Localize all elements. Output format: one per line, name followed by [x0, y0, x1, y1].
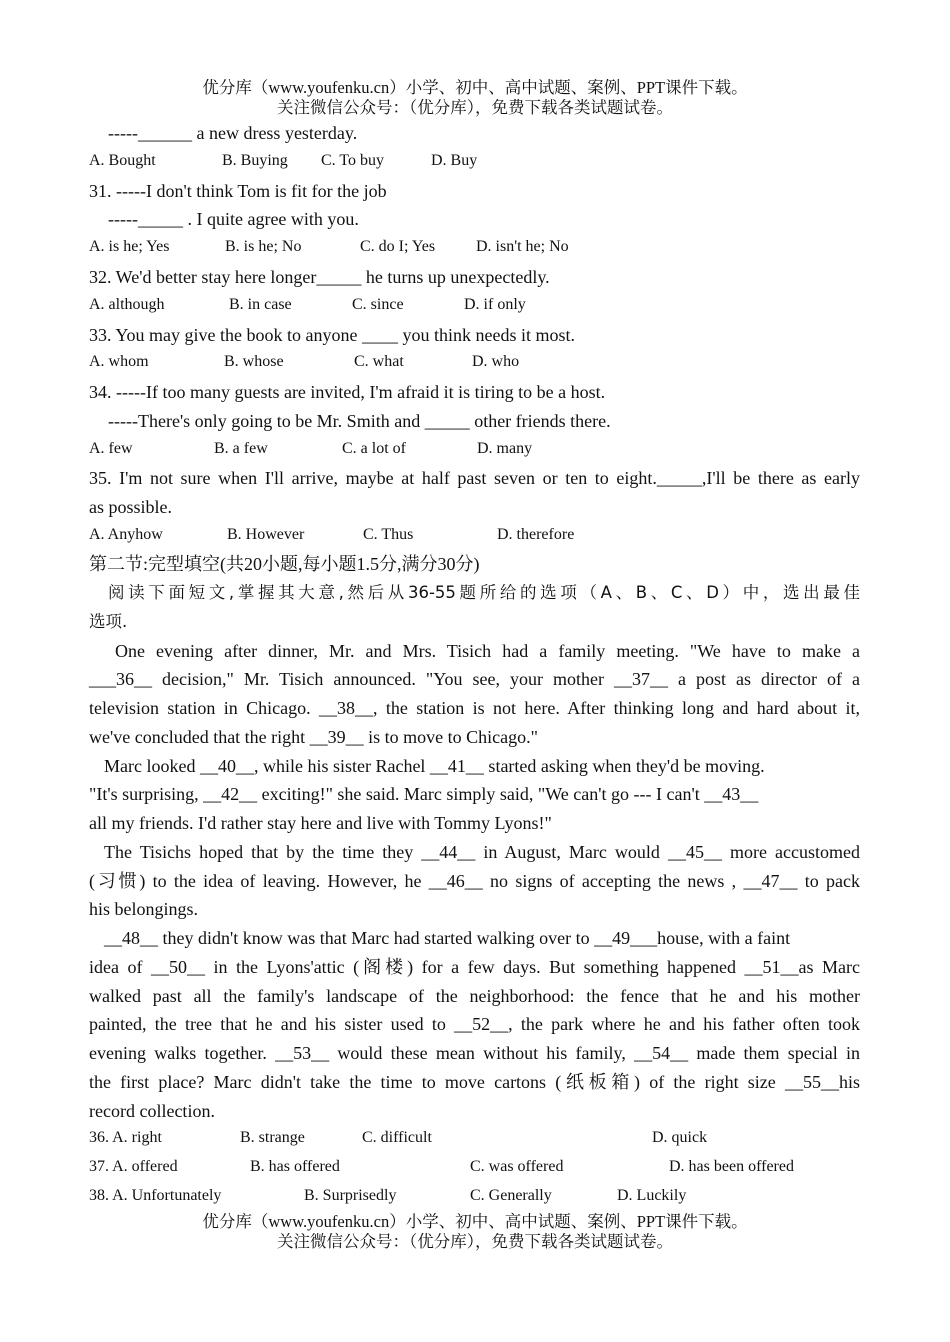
q37-options: [0, 1158, 950, 1178]
q32-options: [0, 296, 950, 316]
q37-option-c: C. was offered: [470, 1158, 564, 1175]
q30-options: [0, 152, 950, 172]
section-2-instruction-line-1: 阅读下面短文,掌握其大意,然后从36-55题所给的选项（A、B、C、D）中，选出最佳: [108, 583, 860, 602]
q32-option-a: A. although: [89, 296, 165, 313]
q33-option-a: A. whom: [89, 353, 149, 370]
q31-option-d: D. isn't he; No: [476, 238, 569, 255]
page-header-line-2: 关注微信公众号：（优分库），免费下载各类试题试卷。: [277, 98, 673, 117]
q35-option-b: B. However: [227, 526, 305, 543]
passage-line-6: "It's surprising, __42__ exciting!" she said. Marc simply said, "We can't go --- I can't __43__: [89, 784, 759, 804]
q31-option-b: B. is he; No: [225, 238, 302, 255]
q36-option-a: 36. A. right: [89, 1129, 162, 1146]
q36-option-d: D. quick: [652, 1129, 708, 1146]
q38-option-d: D. Luckily: [617, 1187, 687, 1204]
q31-options: [0, 238, 950, 258]
q37-option-a: 37. A. offered: [89, 1158, 178, 1175]
q33-option-b: B. whose: [224, 353, 284, 370]
passage-line-12: idea of __50__ in the Lyons'attic (阁楼) for a few days. But something happened __51__as Marc: [89, 957, 860, 977]
passage-line-15: evening walks together. __53__ would these mean without his family, __54__ made them special in: [89, 1043, 860, 1063]
q32-line-1: 32. We'd better stay here longer_____ he turns up unexpectedly.: [89, 267, 550, 287]
q34-option-c: C. a lot of: [342, 440, 406, 457]
q34-option-d: D. many: [477, 440, 533, 457]
q35-line-1: 35. I'm not sure when I'll arrive, maybe at half past seven or ten to eight._____,I'll be there as early: [89, 468, 860, 488]
q33-line-1: 33. You may give the book to anyone ____ you think needs it most.: [89, 325, 575, 345]
q31-option-a: A. is he; Yes: [89, 238, 170, 255]
passage-line-16: the first place? Marc didn't take the time to move cartons (纸板箱) of the right size __55__his: [89, 1072, 860, 1092]
q31-line-2: -----_____ . I quite agree with you.: [108, 209, 359, 229]
q36-option-c: C. difficult: [362, 1129, 432, 1146]
q33-options: [0, 353, 950, 373]
passage-line-5: Marc looked __40__, while his sister Rachel __41__ started asking when they'd be moving.: [104, 756, 765, 776]
q38-option-b: B. Surprisedly: [304, 1187, 397, 1204]
q34-option-a: A. few: [89, 440, 133, 457]
passage-line-2: ___36__ decision," Mr. Tisich announced. "You see, your mother __37__ a post as director of a: [89, 669, 860, 689]
q30-dialog-line: -----______ a new dress yesterday.: [108, 123, 358, 143]
passage-line-1: One evening after dinner, Mr. and Mrs. Tisich had a family meeting. "We have to make a: [115, 641, 860, 661]
passage-line-13: walked past all the family's landscape of the neighborhood: the fence that he and his mother: [89, 986, 860, 1006]
passage-line-10: his belongings.: [89, 899, 199, 919]
q35-option-a: A. Anyhow: [89, 526, 163, 543]
q32-option-d: D. if only: [464, 296, 526, 313]
q31-option-c: C. do I; Yes: [360, 238, 436, 255]
passage-line-3: television station in Chicago. __38__, the station is not here. After thinking long and hard about it,: [89, 698, 860, 718]
q30-option-d: D. Buy: [431, 152, 478, 169]
page-footer-line-2: 关注微信公众号：（优分库），免费下载各类试题试卷。: [277, 1232, 673, 1251]
q31-line-1: 31. -----I don't think Tom is fit for the job: [89, 181, 387, 201]
passage-line-8: The Tisichs hoped that by the time they __44__ in August, Marc would __45__ more accustomed: [104, 842, 860, 862]
passage-line-9: (习惯) to the idea of leaving. However, he __46__ no signs of accepting the news , __47__ to pack: [89, 871, 860, 891]
q32-option-b: B. in case: [229, 296, 292, 313]
q35-line-2: as possible.: [89, 497, 172, 517]
q34-options: [0, 440, 950, 460]
passage-line-17: record collection.: [89, 1101, 215, 1121]
section-2-instruction-line-2: 选项.: [89, 612, 128, 631]
passage-line-11: __48__ they didn't know was that Marc had started walking over to __49___house, with a faint: [104, 928, 791, 948]
passage-line-14: painted, the tree that he and his sister used to __52__, the park where he and his father often took: [89, 1014, 860, 1034]
q33-option-d: D. who: [472, 353, 520, 370]
q35-option-c: C. Thus: [363, 526, 414, 543]
q34-option-b: B. a few: [214, 440, 268, 457]
passage-line-7: all my friends. I'd rather stay here and live with Tommy Lyons!": [89, 813, 552, 833]
q37-option-b: B. has offered: [250, 1158, 340, 1175]
q34-line-2: -----There's only going to be Mr. Smith and _____ other friends there.: [108, 411, 611, 431]
page-header-line-1: 优分库（www.youfenku.cn）小学、初中、高中试题、案例、PPT课件下载。: [202, 78, 748, 97]
q35-options: [0, 526, 950, 546]
section-2-title: 第二节:完型填空(共20小题,每小题1.5分,满分30分): [89, 554, 480, 574]
q30-option-a: A. Bought: [89, 152, 156, 169]
q37-option-d: D. has been offered: [669, 1158, 794, 1175]
q30-option-c: C. To buy: [321, 152, 385, 169]
q38-option-a: 38. A. Unfortunately: [89, 1187, 222, 1204]
q30-option-b: B. Buying: [222, 152, 288, 169]
q36-options: [0, 1129, 950, 1149]
q33-option-c: C. what: [354, 353, 404, 370]
q32-option-c: C. since: [352, 296, 404, 313]
page-footer-line-1: 优分库（www.youfenku.cn）小学、初中、高中试题、案例、PPT课件下载。: [202, 1212, 748, 1231]
q38-option-c: C. Generally: [470, 1187, 552, 1204]
q35-option-d: D. therefore: [497, 526, 575, 543]
q34-line-1: 34. -----If too many guests are invited, I'm afraid it is tiring to be a host.: [89, 382, 606, 402]
q36-option-b: B. strange: [240, 1129, 305, 1146]
passage-line-4: we've concluded that the right __39__ is to move to Chicago.": [89, 727, 538, 747]
q38-options: [0, 1187, 950, 1207]
